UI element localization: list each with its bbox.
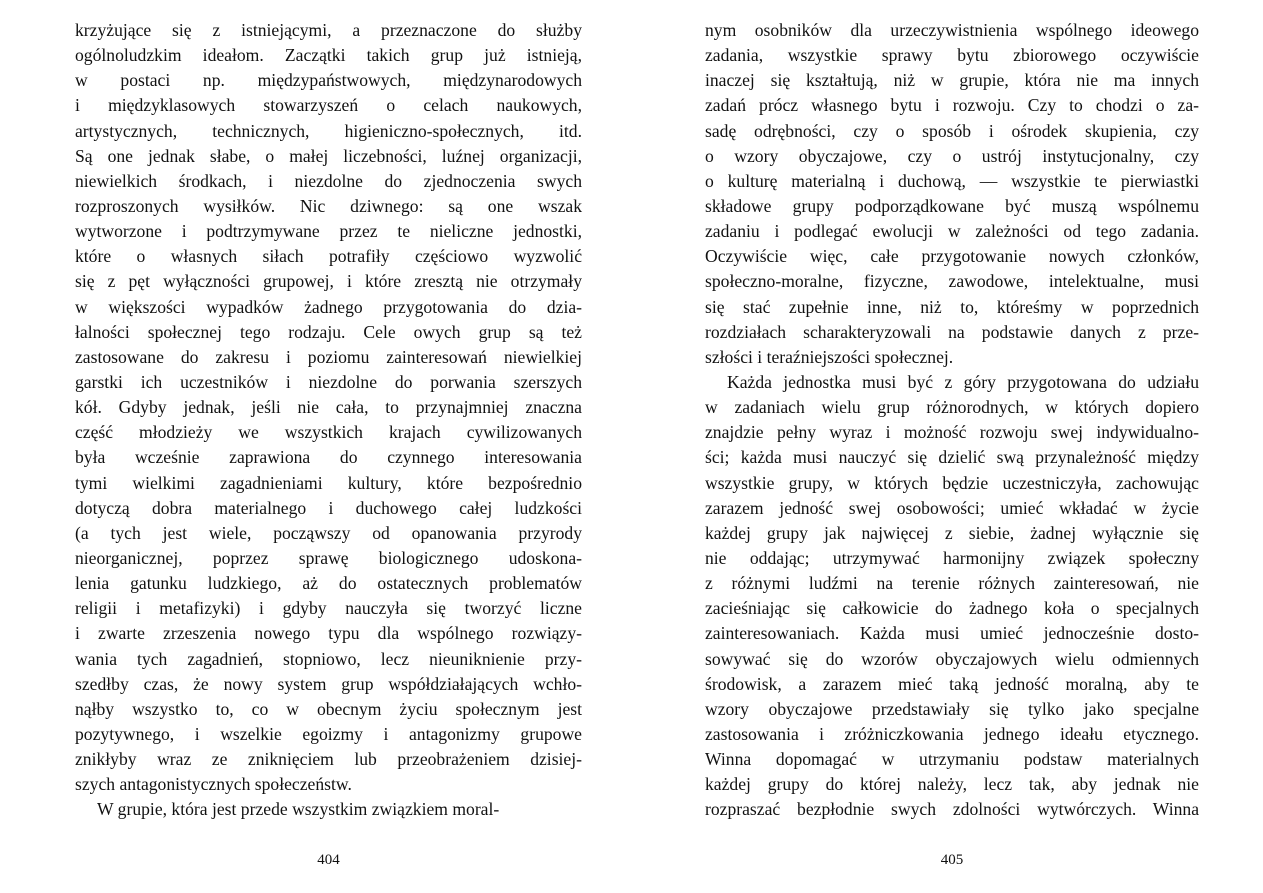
text-line: każdej grupy jak najwięcej z siebie, żadnej wyłącznie się [705, 522, 1199, 543]
text-line: W grupie, która jest przede wszystkim związkiem moral- [97, 799, 500, 820]
text-line: część młodzieży we wszystkich krajach cywilizowanych [75, 422, 582, 443]
text-line: Winna dopomagać w utrzymaniu podstaw materialnych [705, 749, 1199, 770]
text-line: środowisk, a zarazem mieć taką jedność moralną, aby te [705, 673, 1199, 694]
text-line: rozpraszać bezpłodnie swych zdolności wytwórczych. Winna [705, 799, 1199, 820]
text-line: i zwarte zrzeszenia nowego typu dla wspólnego rozwiązy- [75, 623, 582, 644]
text-line: szedłby czas, że nowy system grup współdziałających wchło- [75, 673, 582, 694]
text-line: w większości wypadków żadnego przygotowania do dzia- [75, 296, 582, 317]
text-line: łalności społecznej tego rodzaju. Cele owych grup są też [75, 321, 582, 342]
text-line: wszystkie grupy, w których będzie uczestniczyła, zachowując [705, 472, 1199, 493]
text-line: rozdziałach scharakteryzowali na podstawie danych z prze- [705, 321, 1199, 342]
text-line: ści; każda musi nauczyć się dzielić swą przynależność między [705, 447, 1199, 468]
right-page [705, 0, 1199, 893]
text-line: każdej grupy do której należy, lecz tak, aby jednak nie [705, 774, 1199, 795]
text-line: zarazem jedność swej osobowości; umieć wkładać w życie [705, 497, 1199, 518]
text-line: kół. Gdyby jednak, jeśli nie cała, to przynajmniej znaczna [75, 397, 582, 418]
text-line: niewielkich środkach, i niezdolne do zjednoczenia swych [75, 170, 582, 191]
text-line: nieorganicznej, poprzez sprawę biologicznego udoskona- [75, 547, 582, 568]
left-page-number: 404 [317, 852, 340, 868]
text-line: krzyżujące się z istniejącymi, a przeznaczone do służby [75, 20, 582, 40]
text-line: zainteresowaniach. Każda musi umieć jednocześnie dosto- [705, 623, 1199, 644]
text-line: z różnymi ludźmi na terenie różnych zainteresowań, nie [705, 573, 1199, 594]
text-line: o wzory obyczajowe, czy o ustrój instytucjonalny, czy [705, 145, 1199, 166]
text-line: zadań prócz własnego bytu i rozwoju. Czy to chodzi o za- [705, 95, 1199, 116]
text-line: nym osobników dla urzeczywistnienia wspólnego ideowego [705, 20, 1199, 40]
text-line: w postaci np. międzypaństwowych, międzynarodowych [75, 70, 582, 91]
text-line: Oczywiście więc, całe przygotowanie nowych członków, [705, 246, 1199, 267]
text-line: znajdzie pełny wyraz i możność rozwoju swej indywidualno- [705, 422, 1199, 443]
text-line: ogólnoludzkim ideałom. Zaczątki takich grup już istnieją, [75, 45, 582, 66]
text-line: (a tych jest wiele, począwszy od opanowania przyrody [75, 522, 582, 543]
text-line: Każda jednostka musi być z góry przygotowana do udziału [727, 371, 1199, 392]
text-line: religii i metafizyki) i gdyby nauczyła się tworzyć liczne [75, 598, 582, 619]
text-line: społeczno-moralne, fizyczne, zawodowe, intelektualne, musi [705, 271, 1199, 292]
text-line: inaczej się kształtują, niż w grupie, która nie ma innych [705, 70, 1199, 91]
text-line: tymi wielkimi zagadnieniami kultury, które bezpośrednio [75, 472, 582, 493]
text-line: zadaniu i podlegać ewolucji w zależności od tego zadania. [705, 221, 1199, 242]
text-line: wytworzone i podtrzymywane przez te nieliczne jednostki, [75, 221, 582, 242]
text-line: wania tych zagadnień, stopniowo, lecz nieuniknienie przy- [75, 648, 582, 669]
text-line: i międzyklasowych stowarzyszeń o celach naukowych, [75, 95, 582, 116]
text-line: zastosowania i zróżniczkowania jednego ideału etycznego. [705, 723, 1199, 744]
text-line: sowywać się do wzorów obyczajowych wielu odmiennych [705, 648, 1199, 669]
text-line: składowe grupy podporządkowane być muszą wspólnemu [705, 195, 1199, 216]
text-line: była wcześnie zaprawiona do czynnego interesowania [75, 447, 582, 468]
left-page-text [75, 18, 582, 823]
text-line: się z pęt wyłączności grupowej, i które zresztą nie otrzymały [75, 271, 582, 292]
text-line: szych antagonistycznych społeczeństw. [75, 774, 352, 795]
text-line: nąłby wszystko to, co w obecnym życiu społecznym jest [75, 698, 582, 719]
text-line: nie oddając; utrzymywać harmonijny związek społeczny [705, 547, 1199, 568]
text-line: sadę odrębności, czy o sposób i ośrodek skupienia, czy [705, 120, 1199, 141]
text-line: dotyczą dobra materialnego i duchowego całej ludzkości [75, 497, 582, 518]
text-line: pozytywnego, i wszelkie egoizmy i antagonizmy grupowe [75, 723, 582, 744]
left-page [75, 0, 582, 893]
text-line: w zadaniach wielu grup różnorodnych, w których dopiero [705, 397, 1199, 418]
text-line: szłości i teraźniejszości społecznej. [705, 346, 954, 367]
text-line: wzory obyczajowe przedstawiały się tylko jako specjalne [705, 698, 1199, 719]
text-line: o kulturę materialną i duchową, — wszystkie te pierwiastki [705, 170, 1199, 191]
text-line: artystycznych, technicznych, higieniczno-społecznych, itd. [75, 120, 582, 141]
right-page-number: 405 [940, 852, 964, 868]
text-line: garstki ich uczestników i niezdolne do porwania szerszych [75, 371, 582, 392]
text-line: zacieśniając się całkowicie do żadnego koła o specjalnych [705, 598, 1199, 619]
right-page-text [705, 18, 1199, 823]
text-line: zastosowane do zakresu i poziomu zainteresowań niewielkiej [75, 346, 582, 367]
text-line: które o własnych siłach potrafiły częściowo wyzwolić [75, 246, 582, 267]
text-line: się stać zupełnie inne, niż to, któreśmy w poprzednich [705, 296, 1199, 317]
text-line: lenia gatunku ludzkiego, aż do ostatecznych problematów [75, 573, 582, 594]
text-line: rozproszonych wysiłków. Nic dziwnego: są one wszak [75, 195, 582, 216]
text-line: zadania, wszystkie sprawy bytu zbiorowego oczywiście [705, 45, 1199, 66]
text-line: Są one jednak słabe, o małej liczebności, luźnej organizacji, [75, 145, 582, 166]
text-line: znikłyby wraz ze zniknięciem lub przeobrażeniem dzisiej- [75, 749, 582, 770]
